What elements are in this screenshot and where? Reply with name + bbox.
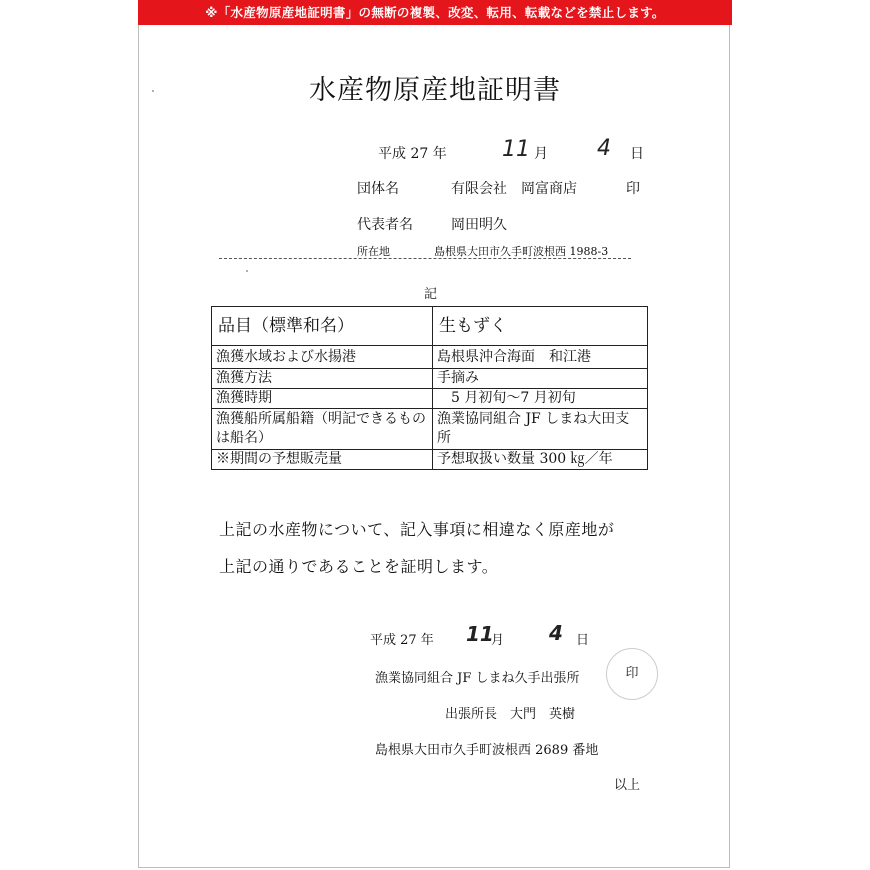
row-value: 5 月初旬～7 月初旬 (433, 389, 648, 409)
row-value: 島根県沖合海面 和江港 (433, 346, 648, 369)
table-row (212, 346, 648, 369)
representative-label: 代表者名 (357, 217, 413, 233)
copyright-warning-banner: ※「水産物原産地証明書」の無断の複製、改変、転用、転載などを禁止します。 (138, 0, 732, 25)
address-divider (219, 258, 631, 259)
item-label: 品目（標準和名） (212, 307, 433, 346)
organization-name: 有限会社 岡富商店 (451, 181, 577, 197)
row-value: 手摘み (433, 369, 648, 389)
item-value: 生もずく (433, 307, 648, 346)
top-date-month-handwritten: 11 (502, 137, 530, 162)
table-row (212, 409, 648, 450)
seal-mark: 印 (625, 666, 639, 681)
table-row (212, 450, 648, 470)
bottom-date-month-handwritten: 11 (466, 622, 494, 646)
organization-seal-mark: 印 (626, 181, 640, 197)
top-date-month-label: 月 (534, 146, 548, 162)
row-label: 漁獲水域および水揚港 (212, 346, 433, 369)
ki-mark: 記 (424, 287, 438, 302)
row-label: ※期間の予想販売量 (212, 450, 433, 470)
certifier-title-name: 出張所長 大門 英樹 (445, 707, 576, 722)
table-row (212, 369, 648, 389)
product-info-table (211, 306, 648, 470)
address-value: 島根県大田市久手町波根西 1988-3 (434, 245, 609, 258)
official-seal-stamp (606, 648, 658, 700)
document-title: 水産物原産地証明書 (309, 75, 561, 106)
closing-ijou: 以上 (614, 778, 641, 793)
statement-line-1: 上記の水産物について、記入事項に相違なく原産地が (219, 520, 615, 539)
table-row (212, 389, 648, 409)
top-date-day-handwritten: 4 (597, 136, 611, 161)
address-label: 所在地 (357, 245, 390, 258)
certifier-address: 島根県大田市久手町波根西 2689 番地 (375, 743, 599, 758)
organization-label: 団体名 (357, 181, 399, 197)
statement-line-2: 上記の通りであることを証明します。 (219, 557, 499, 576)
row-value: 予想取扱い数量 300 ㎏／年 (433, 450, 648, 470)
bottom-date-day-handwritten: 4 (549, 621, 563, 645)
bottom-date-month-label: 月 (491, 633, 505, 648)
top-date-era: 平成 27 年 (378, 146, 447, 162)
bottom-date-day-label: 日 (576, 633, 590, 648)
row-value: 漁業協同組合 JF しまね大田支所 (433, 409, 648, 450)
top-date-day-label: 日 (630, 146, 644, 162)
certifier-organization: 漁業協同組合 JF しまね久手出張所 (375, 671, 580, 686)
row-label: 漁獲船所属船籍（明記できるものは船名） (212, 409, 433, 450)
table-header-row (212, 307, 648, 346)
representative-name: 岡田明久 (451, 217, 507, 233)
row-label: 漁獲時期 (212, 389, 433, 409)
row-label: 漁獲方法 (212, 369, 433, 389)
scan-speck (246, 270, 248, 272)
bottom-date-era: 平成 27 年 (370, 633, 434, 648)
